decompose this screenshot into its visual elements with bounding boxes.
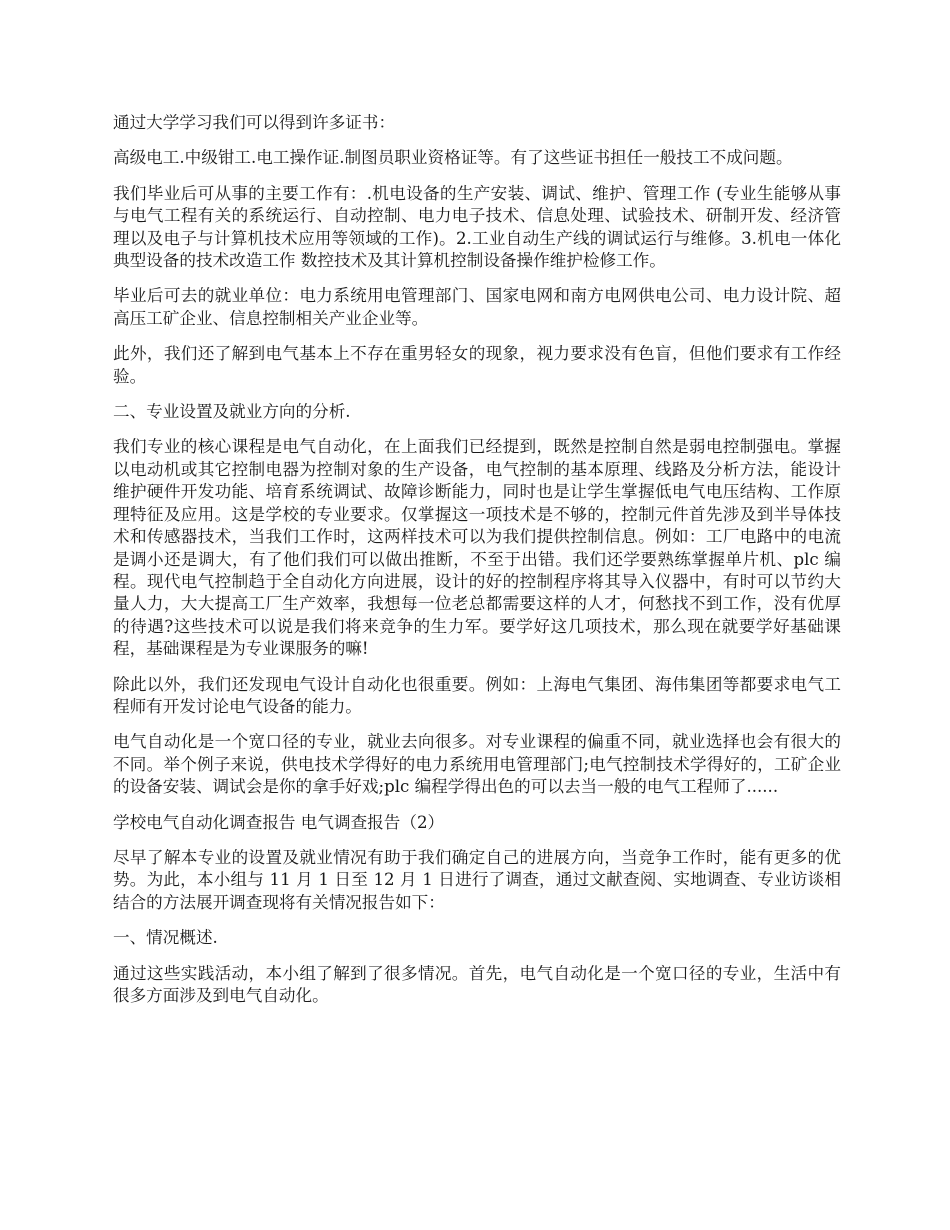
paragraph-design-automation: 除此以外，我们还发现电气设计自动化也很重要。例如：上海电气集团、海伟集团等都要求电气工程师有开发讨论电气设备的能力。 (113, 674, 841, 716)
paragraph-certificates-list: 高级电工.中级钳工.电工操作证.制图员职业资格证等。有了这些证书担任一般技工不成问题。 (113, 148, 793, 168)
paragraph-survey-intro: 尽早了解本专业的设置及就业情况有助于我们确定自己的进展方向，当竞争工作时，能有更多的优势。为此，本小组与 11 月 1 日至 12 月 1 日进行了调查，通过文献查阅、实地调查、专业访谈相结合的方法展开调查现将有关情况报告如下： (113, 847, 841, 912)
paragraph-employers: 毕业后可去的就业单位：电力系统用电管理部门、国家电网和南方电网供电公司、电力设计院、超高压工矿企业、信息控制相关产业企业等。 (113, 286, 841, 328)
heading-section-two: 二、专业设置及就业方向的分析. (113, 402, 351, 422)
heading-report-two: 学校电气自动化调查报告 电气调查报告（2） (113, 812, 445, 832)
paragraph-career-paths: 电气自动化是一个宽口径的专业，就业去向很多。对专业课程的偏重不同，就业选择也会有很大的不同。举个例子来说，供电技术学得好的电力系统用电管理部门;电气控制技术学得好的，工矿企业的设备安装、调试会是你的拿手好戏;plc 编程学得出色的可以去当一般的电气工程师了...... (113, 732, 841, 797)
paragraph-overview: 通过这些实践活动，本小组了解到了很多情况。首先，电气自动化是一个宽口径的专业，生活中有很多方面涉及到电气自动化。 (113, 963, 841, 1005)
paragraph-core-courses: 我们专业的核心课程是电气自动化，在上面我们已经提到，既然是控制自然是弱电控制强电。掌握以电动机或其它控制电器为控制对象的生产设备，电气控制的基本原理、线路及分析方法，能设计维护硬件开发功能、培育系统调试、故障诊断能力，同时也是让学生掌握低电气电压结构、工作原理特征及应用。这是学校的专业要求。仅掌握这一项技术是不够的，控制元件首先涉及到半导体技术和传感器技术，当我们工作时，这两样技术可以为我们提供控制信息。例如：工厂电路中的电流是调小还是调大，有了他们我们可以做出推断，不至于出错。我们还学要熟练掌握单片机、plc 编程。现代电气控制趋于全自动化方向进展，设计的好的控制程序将其导入仪器中，有时可以节约大量人力，大大提高工厂生产效率，我想每一位老总都需要这样的人才，何愁找不到工作，没有优厚的待遇?这些技术可以说是我们将来竞争的生力军。要学好这几项技术，那么现在就要学好基础课程，基础课程是为专业课服务的嘛! (113, 437, 841, 659)
paragraph-gender-note: 此外，我们还了解到电气基本上不存在重男轻女的现象，视力要求没有色盲，但他们要求有工作经验。 (113, 344, 841, 386)
paragraph-main-jobs: 我们毕业后可从事的主要工作有：.机电设备的生产安装、调试、维护、管理工作 (专业生能够从事与电气工程有关的系统运行、自动控制、电力电子技术、信息处理、试验技术、研制开发、经济管理以及电子与计算机技术应用等领域的工作)。2.工业自动生产线的调试运行与维修。3.机电一体化典型设备的技术改造工作 数控技术及其计算机控制设备操作维护检修工作。 (113, 183, 841, 271)
heading-section-one: 一、情况概述. (113, 928, 218, 948)
paragraph-certificates-intro: 通过大学学习我们可以得到许多证书： (113, 113, 396, 132)
document-body (113, 112, 841, 1020)
